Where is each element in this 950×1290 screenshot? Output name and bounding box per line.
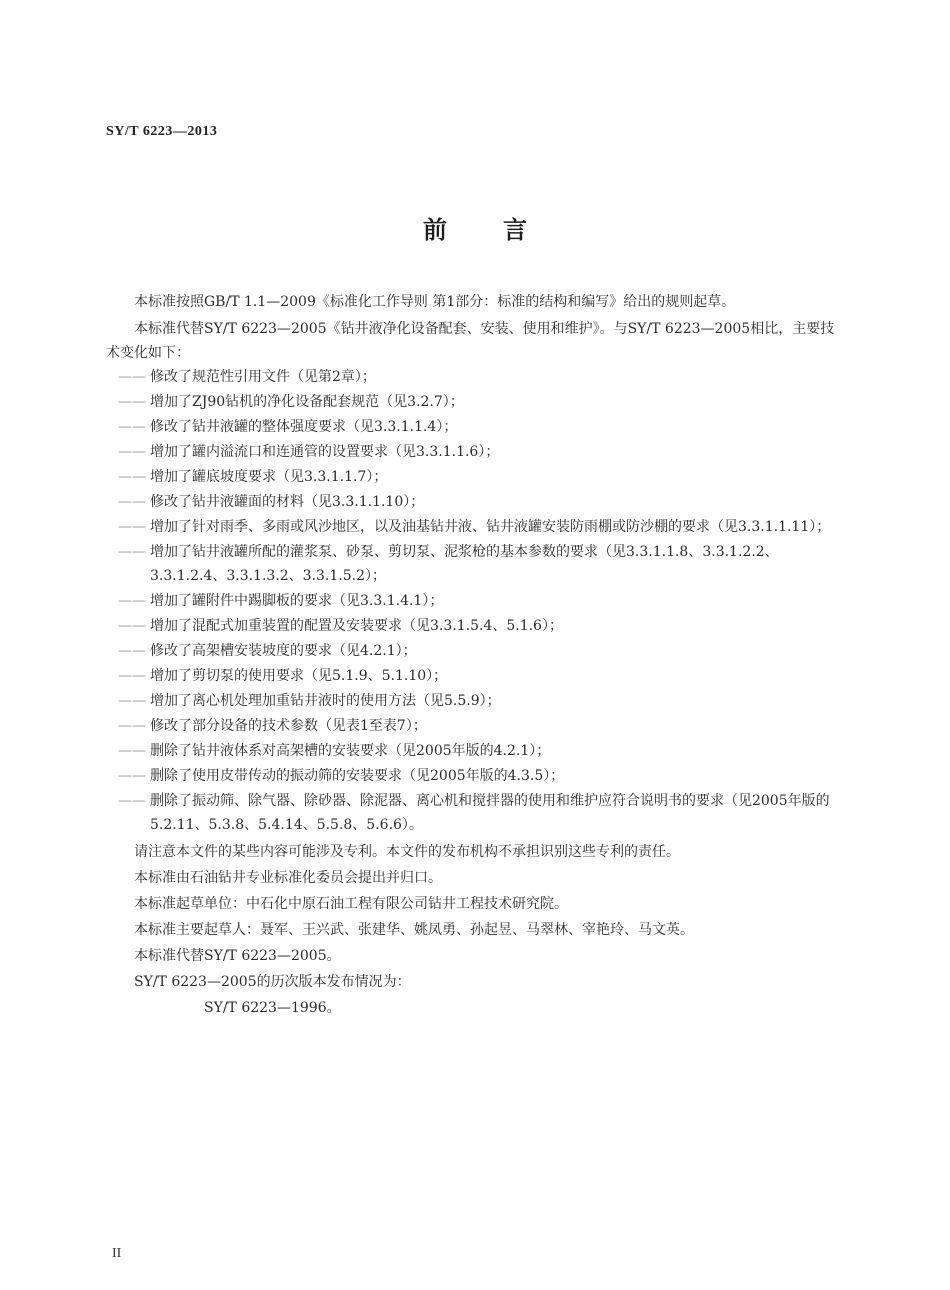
page-number: II: [112, 1246, 122, 1261]
closing-paragraph: 本标准代替SY/T 6223—2005。: [134, 948, 341, 964]
closing-paragraph: SY/T 6223—2005的历次版本发布情况为：: [134, 974, 411, 990]
closing-paragraph: 本标准起草单位：中石化中原石油工程有限公司钻井工程技术研究院。: [134, 896, 568, 912]
dash-marker: ——: [118, 519, 146, 535]
page-title: 前言: [423, 216, 583, 244]
list-item: [106, 365, 846, 389]
closing-section: [106, 840, 846, 1020]
dash-marker: ——: [118, 444, 146, 460]
list-item: [106, 390, 846, 414]
list-item: [106, 764, 846, 788]
document-code: SY/T 6223—2013: [106, 124, 218, 139]
intro-paragraph: 本标准代替SY/T 6223—2005《钻井液净化设备配套、安装、使用和维护》。与SY/T 6223—2005相比，主要技术变化如下：: [106, 321, 835, 361]
dash-marker: ——: [118, 494, 146, 510]
dash-marker: ——: [118, 693, 146, 709]
intro-paragraph: 本标准按照GB/T 1.1—2009《标准化工作导则 第1部分：标准的结构和编写》给出的规则起草。: [134, 294, 736, 310]
dash-marker: ——: [118, 419, 146, 435]
list-item-text: 修改了规范性引用文件（见第2章）；: [150, 369, 376, 385]
change-list: [106, 365, 846, 837]
list-item: [106, 540, 846, 588]
dash-marker: ——: [118, 394, 146, 410]
list-item-text: 删除了钻井液体系对高架槽的安装要求（见2005年版的4.2.1）；: [150, 743, 551, 759]
list-item-text: 增加了ZJ90钻机的净化设备配套规范（见3.2.7）；: [150, 394, 464, 410]
list-item: [106, 440, 846, 464]
dash-marker: ——: [118, 544, 146, 560]
list-item-text: 修改了高架槽安装坡度的要求（见4.2.1）；: [150, 643, 417, 659]
dash-marker: ——: [118, 668, 146, 684]
list-item: [106, 639, 846, 663]
list-item-text: 增加了针对雨季、多雨或风沙地区，以及油基钻井液、钻井液罐安装防雨棚或防沙棚的要求（见3.3.1.1.11）；: [150, 519, 831, 535]
list-item: [106, 490, 846, 514]
list-item: [106, 614, 846, 638]
list-item-text: 增加了离心机处理加重钻井液时的使用方法（见5.5.9）；: [150, 693, 501, 709]
list-item: [106, 415, 846, 439]
list-item: [106, 465, 846, 489]
history-entry: SY/T 6223—1996。: [204, 1000, 341, 1016]
list-item-text: 删除了振动筛、除气器、除砂器、除泥器、离心机和搅拌器的使用和维护应符合说明书的要求（见2005年版的5.2.11、5.3.8、5.4.14、5.5.8、5.6.6）。: [150, 793, 830, 833]
list-item-text: 修改了钻井液罐的整体强度要求（见3.3.1.1.4）；: [150, 419, 458, 435]
list-item: [106, 515, 846, 539]
foreword-body: [106, 290, 846, 1022]
list-item-text: 增加了罐附件中踢脚板的要求（见3.3.1.4.1）；: [150, 593, 444, 609]
dash-marker: ——: [118, 593, 146, 609]
list-item: [106, 689, 846, 713]
closing-paragraph: 本标准主要起草人：聂军、王兴武、张建华、姚凤勇、孙起昱、马翠林、宰艳玲、马文英。: [134, 922, 694, 938]
list-item: [106, 739, 846, 763]
list-item-text: 增加了罐内溢流口和连通管的设置要求（见3.3.1.1.6）；: [150, 444, 500, 460]
dash-marker: ——: [118, 618, 146, 634]
list-item: [106, 664, 846, 688]
list-item: [106, 589, 846, 613]
list-item-text: 修改了部分设备的技术参数（见表1至表7）；: [150, 718, 427, 734]
list-item-text: 增加了钻井液罐所配的灌浆泵、砂泵、剪切泵、泥浆枪的基本参数的要求（见3.3.1.1.8、3.3.1.2.2、3.3.1.2.4、3.3.1.3.2、3.3.1.5.2）；: [150, 544, 779, 584]
list-item-text: 增加了罐底坡度要求（见3.3.1.1.7）；: [150, 469, 388, 485]
closing-paragraph: 本标准由石油钻井专业标准化委员会提出并归口。: [134, 870, 442, 886]
dash-marker: ——: [118, 793, 146, 809]
dash-marker: ——: [118, 743, 146, 759]
dash-marker: ——: [118, 718, 146, 734]
list-item-text: 增加了剪切泵的使用要求（见5.1.9、5.1.10）；: [150, 668, 448, 684]
dash-marker: ——: [118, 369, 146, 385]
list-item: [106, 789, 846, 837]
list-item-text: 增加了混配式加重装置的配置及安装要求（见3.3.1.5.4、5.1.6）；: [150, 618, 563, 634]
dash-marker: ——: [118, 768, 146, 784]
list-item: [106, 714, 846, 738]
list-item-text: 修改了钻井液罐面的材料（见3.3.1.1.10）；: [150, 494, 425, 510]
dash-marker: ——: [118, 643, 146, 659]
dash-marker: ——: [118, 469, 146, 485]
closing-paragraph: 请注意本文件的某些内容可能涉及专利。本文件的发布机构不承担识别这些专利的责任。: [134, 844, 680, 860]
list-item-text: 删除了使用皮带传动的振动筛的安装要求（见2005年版的4.3.5）；: [150, 768, 565, 784]
